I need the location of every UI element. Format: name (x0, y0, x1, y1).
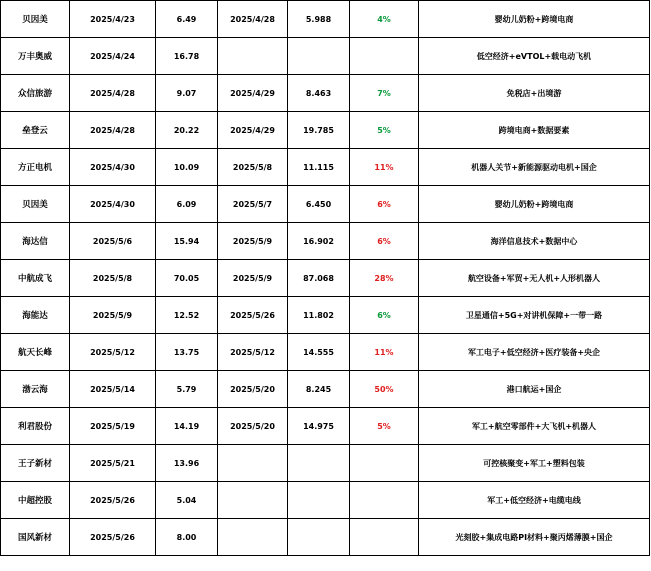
theme-cell[interactable]: 军工+航空零部件+大飞机+机器人 (419, 408, 650, 445)
sell-date-cell[interactable]: 2025/5/20 (218, 408, 288, 445)
change-percent-cell[interactable]: 6% (350, 297, 419, 334)
sell-date-cell[interactable]: 2025/4/29 (218, 112, 288, 149)
change-percent-cell[interactable]: 11% (350, 334, 419, 371)
sell-price-cell[interactable] (288, 519, 350, 556)
change-percent-cell[interactable] (350, 519, 419, 556)
table-row (1, 38, 650, 75)
sell-date-cell[interactable] (218, 519, 288, 556)
sell-price-cell[interactable] (288, 445, 350, 482)
table-row (1, 371, 650, 408)
buy-price-cell[interactable]: 70.05 (156, 260, 218, 297)
sell-price-cell[interactable]: 19.785 (288, 112, 350, 149)
buy-price-cell[interactable]: 6.49 (156, 1, 218, 38)
stock-name-cell[interactable]: 海能达 (1, 297, 70, 334)
change-percent-cell[interactable]: 11% (350, 149, 419, 186)
change-percent-cell[interactable] (350, 482, 419, 519)
theme-cell[interactable]: 机器人关节+新能源驱动电机+国企 (419, 149, 650, 186)
theme-cell[interactable]: 免税店+出境游 (419, 75, 650, 112)
theme-cell[interactable]: 低空经济+eVTOL+载电动飞机 (419, 38, 650, 75)
sell-price-cell[interactable]: 16.902 (288, 223, 350, 260)
table-row (1, 223, 650, 260)
theme-cell[interactable]: 军工电子+低空经济+医疗装备+央企 (419, 334, 650, 371)
sell-date-cell[interactable]: 2025/5/20 (218, 371, 288, 408)
table-row (1, 149, 650, 186)
table-row (1, 1, 650, 38)
buy-price-cell[interactable]: 5.79 (156, 371, 218, 408)
buy-date-cell[interactable]: 2025/4/30 (70, 149, 156, 186)
sell-price-cell[interactable]: 87.068 (288, 260, 350, 297)
buy-date-cell[interactable]: 2025/4/28 (70, 112, 156, 149)
buy-price-cell[interactable]: 6.09 (156, 186, 218, 223)
stock-name-cell[interactable]: 海达信 (1, 223, 70, 260)
sell-price-cell[interactable]: 6.450 (288, 186, 350, 223)
buy-date-cell[interactable]: 2025/5/21 (70, 445, 156, 482)
buy-price-cell[interactable]: 15.94 (156, 223, 218, 260)
sell-price-cell[interactable]: 11.802 (288, 297, 350, 334)
table-row (1, 445, 650, 482)
sell-price-cell[interactable]: 8.463 (288, 75, 350, 112)
change-percent-cell[interactable] (350, 445, 419, 482)
stock-name-cell[interactable]: 利君股份 (1, 408, 70, 445)
stock-name-cell[interactable]: 中超控股 (1, 482, 70, 519)
sell-date-cell[interactable]: 2025/5/12 (218, 334, 288, 371)
sell-date-cell[interactable]: 2025/5/26 (218, 297, 288, 334)
buy-price-cell[interactable]: 10.09 (156, 149, 218, 186)
table-row (1, 112, 650, 149)
theme-cell[interactable]: 跨境电商+数据要素 (419, 112, 650, 149)
buy-price-cell[interactable]: 5.04 (156, 482, 218, 519)
theme-cell[interactable]: 光刻胶+集成电路PI材料+聚丙烯薄膜+国企 (419, 519, 650, 556)
buy-date-cell[interactable]: 2025/5/19 (70, 408, 156, 445)
change-percent-cell[interactable]: 6% (350, 223, 419, 260)
table-row (1, 334, 650, 371)
stock-name-cell[interactable]: 国风新材 (1, 519, 70, 556)
buy-date-cell[interactable]: 2025/4/30 (70, 186, 156, 223)
buy-date-cell[interactable]: 2025/5/8 (70, 260, 156, 297)
buy-price-cell[interactable]: 16.78 (156, 38, 218, 75)
stock-name-cell[interactable]: 万丰奥威 (1, 38, 70, 75)
sell-date-cell[interactable]: 2025/5/9 (218, 223, 288, 260)
stock-name-cell[interactable]: 王子新材 (1, 445, 70, 482)
sell-price-cell[interactable]: 14.555 (288, 334, 350, 371)
theme-cell[interactable]: 海洋信息技术+数据中心 (419, 223, 650, 260)
sell-date-cell[interactable]: 2025/5/8 (218, 149, 288, 186)
sell-date-cell[interactable]: 2025/4/29 (218, 75, 288, 112)
buy-date-cell[interactable]: 2025/4/23 (70, 1, 156, 38)
buy-price-cell[interactable]: 20.22 (156, 112, 218, 149)
change-percent-cell[interactable]: 50% (350, 371, 419, 408)
change-percent-cell[interactable]: 5% (350, 112, 419, 149)
change-percent-cell[interactable]: 5% (350, 408, 419, 445)
buy-price-cell[interactable]: 9.07 (156, 75, 218, 112)
buy-price-cell[interactable]: 8.00 (156, 519, 218, 556)
buy-price-cell[interactable]: 14.19 (156, 408, 218, 445)
sell-date-cell[interactable] (218, 445, 288, 482)
trade-table-body (1, 1, 650, 556)
stock-name-cell[interactable]: 众信旅游 (1, 75, 70, 112)
buy-date-cell[interactable]: 2025/5/6 (70, 223, 156, 260)
change-percent-cell[interactable]: 6% (350, 186, 419, 223)
sell-date-cell[interactable] (218, 482, 288, 519)
theme-cell[interactable]: 婴幼儿奶粉+跨境电商 (419, 1, 650, 38)
buy-date-cell[interactable]: 2025/5/26 (70, 482, 156, 519)
sell-price-cell[interactable]: 11.115 (288, 149, 350, 186)
buy-date-cell[interactable]: 2025/5/14 (70, 371, 156, 408)
sell-date-cell[interactable]: 2025/5/9 (218, 260, 288, 297)
stock-name-cell[interactable]: 中航成飞 (1, 260, 70, 297)
sell-price-cell[interactable]: 14.975 (288, 408, 350, 445)
buy-price-cell[interactable]: 13.96 (156, 445, 218, 482)
buy-date-cell[interactable]: 2025/5/12 (70, 334, 156, 371)
sell-price-cell[interactable] (288, 482, 350, 519)
sell-date-cell[interactable] (218, 38, 288, 75)
sell-price-cell[interactable] (288, 38, 350, 75)
buy-date-cell[interactable]: 2025/5/9 (70, 297, 156, 334)
stock-name-cell[interactable]: 航天长峰 (1, 334, 70, 371)
stock-name-cell[interactable]: 方正电机 (1, 149, 70, 186)
theme-cell[interactable]: 军工+低空经济+电缆电线 (419, 482, 650, 519)
table-row (1, 297, 650, 334)
table-row (1, 75, 650, 112)
sell-price-cell[interactable]: 5.988 (288, 1, 350, 38)
table-row (1, 408, 650, 445)
change-percent-cell[interactable]: 28% (350, 260, 419, 297)
theme-cell[interactable]: 可控核聚变+军工+塑料包装 (419, 445, 650, 482)
buy-date-cell[interactable]: 2025/5/26 (70, 519, 156, 556)
table-row (1, 482, 650, 519)
buy-price-cell[interactable]: 13.75 (156, 334, 218, 371)
stock-name-cell[interactable]: 垒登云 (1, 112, 70, 149)
change-percent-cell[interactable]: 7% (350, 75, 419, 112)
sell-price-cell[interactable]: 8.245 (288, 371, 350, 408)
table-row (1, 260, 650, 297)
stock-name-cell[interactable]: 渤云海 (1, 371, 70, 408)
buy-price-cell[interactable]: 12.52 (156, 297, 218, 334)
stock-name-cell[interactable]: 贝因美 (1, 186, 70, 223)
buy-date-cell[interactable]: 2025/4/24 (70, 38, 156, 75)
table-row (1, 186, 650, 223)
stock-name-cell[interactable]: 贝因美 (1, 1, 70, 38)
sell-date-cell[interactable]: 2025/4/28 (218, 1, 288, 38)
table-row (1, 519, 650, 556)
change-percent-cell[interactable] (350, 38, 419, 75)
theme-cell[interactable]: 航空设备+军贸+无人机+人形机器人 (419, 260, 650, 297)
theme-cell[interactable]: 港口航运+国企 (419, 371, 650, 408)
change-percent-cell[interactable]: 4% (350, 1, 419, 38)
theme-cell[interactable]: 卫星通信+5G+对讲机保障+一带一路 (419, 297, 650, 334)
theme-cell[interactable]: 婴幼儿奶粉+跨境电商 (419, 186, 650, 223)
buy-date-cell[interactable]: 2025/4/28 (70, 75, 156, 112)
sell-date-cell[interactable]: 2025/5/7 (218, 186, 288, 223)
